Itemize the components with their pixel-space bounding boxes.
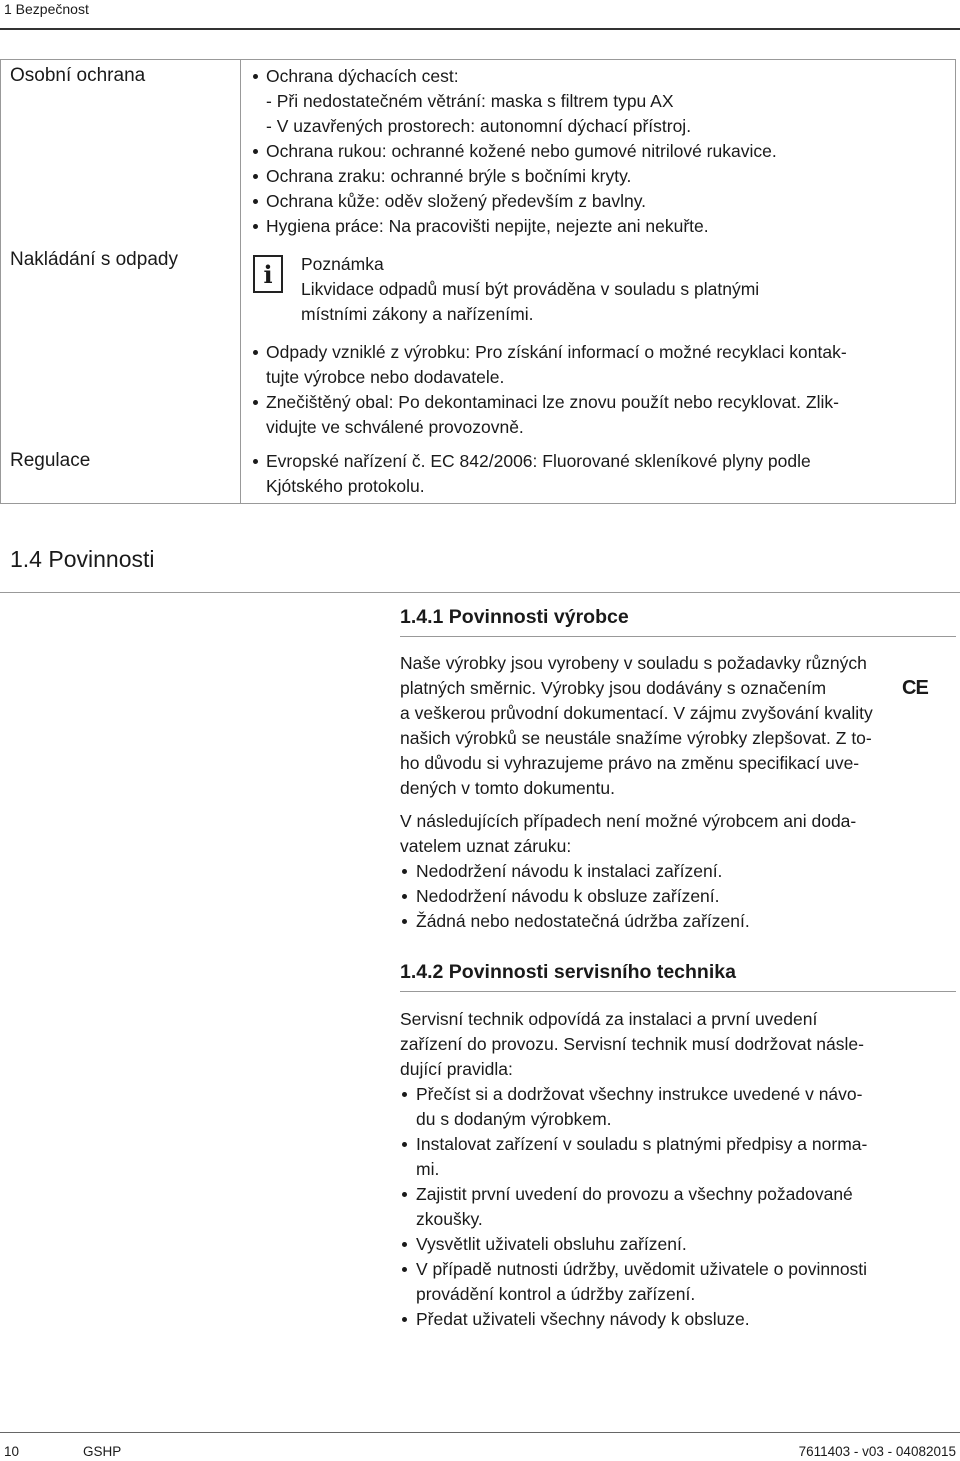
paragraph-line: a veškerou průvodní dokumentací. V zájmu zvyšování kvality	[400, 703, 873, 723]
paragraph-line: vatelem uznat záruku:	[400, 836, 572, 856]
paragraph-line: ho důvodu si vyhrazujeme právo na změnu specifikací uve-	[400, 753, 860, 773]
list-item: Zajistit první uvedení do provozu a všechny požadované	[416, 1184, 853, 1204]
table-column-divider	[240, 59, 241, 504]
list-item: du s dodaným výrobkem.	[416, 1109, 612, 1129]
row-label-osobni-ochrana: Osobní ochrana	[10, 65, 146, 86]
bullet-icon	[402, 919, 407, 924]
list-item: Nedodržení návodu k instalaci zařízení.	[416, 861, 723, 881]
bullet-icon	[253, 350, 258, 355]
bullet-icon	[253, 224, 258, 229]
list-item: Evropské nařízení č. EC 842/2006: Fluorované skleníkové plyny podle	[266, 451, 811, 471]
bullet-icon	[402, 1267, 407, 1272]
header-rule	[0, 28, 960, 30]
bullet-icon	[402, 1242, 407, 1247]
bullet-icon	[402, 869, 407, 874]
subsection-rule	[400, 636, 956, 637]
list-item: Kjótského protokolu.	[266, 476, 425, 496]
note-text: Likvidace odpadů musí být prováděna v souladu s platnými	[301, 279, 760, 299]
paragraph-line: V následujících případech není možné výrobcem ani doda-	[400, 811, 857, 831]
running-header: 1 Bezpečnost	[4, 1, 89, 17]
paragraph-line: platných směrnic. Výrobky jsou dodávány s označením	[400, 678, 827, 698]
list-item: Ochrana kůže: oděv složený především z bavlny.	[266, 191, 647, 211]
list-item: Nedodržení návodu k obsluze zařízení.	[416, 886, 720, 906]
bullet-icon	[253, 400, 258, 405]
document-id: 7611403 - v03 - 04082015	[798, 1444, 956, 1459]
list-item: Znečištěný obal: Po dekontaminaci lze znovu použít nebo recyklovat. Zlik-	[266, 392, 839, 412]
bullet-icon	[253, 74, 258, 79]
list-item: - V uzavřených prostorech: autonomní dýchací přístroj.	[266, 116, 692, 136]
section-rule	[0, 592, 960, 593]
bullet-icon	[402, 1192, 407, 1197]
paragraph-line: Naše výrobky jsou vyrobeny v souladu s požadavky různých	[400, 653, 867, 673]
list-item: zkoušky.	[416, 1209, 483, 1229]
row-label-nakladani-s-odpady: Nakládání s odpady	[10, 249, 178, 270]
page-number: 10	[4, 1444, 20, 1459]
row-label-regulace: Regulace	[10, 450, 91, 471]
paragraph-line: zařízení do provozu. Servisní technik musí dodržovat násle-	[400, 1034, 864, 1054]
paragraph-line: Servisní technik odpovídá za instalaci a první uvedení	[400, 1009, 818, 1029]
paragraph-line: našich výrobků se neustále snažíme výrobky zlepšovat. Z to-	[400, 728, 872, 748]
bullet-icon	[402, 1092, 407, 1097]
subsection-title-vyrobce: 1.4.1 Povinnosti výrobce	[400, 606, 629, 628]
paragraph-line: dených v tomto dokumentu.	[400, 778, 615, 798]
list-item: Ochrana dýchacích cest:	[266, 66, 459, 86]
list-item: - Při nedostatečném větrání: maska s filtrem typu AX	[266, 91, 674, 111]
list-item: Vysvětlit uživateli obsluhu zařízení.	[416, 1234, 687, 1254]
note-text: místními zákony a nařízeními.	[301, 304, 534, 324]
section-title: 1.4 Povinnosti	[10, 546, 155, 572]
bullet-icon	[253, 149, 258, 154]
bullet-icon	[253, 174, 258, 179]
list-item: Odpady vzniklé z výrobku: Pro získání informací o možné recyklaci kontak-	[266, 342, 847, 362]
info-icon: i	[253, 255, 283, 293]
list-item: provádění kontrol a údržby zařízení.	[416, 1284, 696, 1304]
bullet-icon	[402, 894, 407, 899]
list-item: Předat uživateli všechny návody k obsluze.	[416, 1309, 750, 1329]
list-item: vidujte ve schválené provozovně.	[266, 417, 524, 437]
footer-rule	[0, 1432, 960, 1433]
list-item: Ochrana rukou: ochranné kožené nebo gumové nitrilové rukavice.	[266, 141, 777, 161]
note-title: Poznámka	[301, 254, 384, 274]
list-item: Přečíst si a dodržovat všechny instrukce uvedené v návo-	[416, 1084, 863, 1104]
list-item: Žádná nebo nedostatečná údržba zařízení.	[416, 911, 750, 931]
list-item: tujte výrobce nebo dodavatele.	[266, 367, 505, 387]
paragraph-line: dující pravidla:	[400, 1059, 513, 1079]
ce-mark-icon: CE	[902, 677, 928, 699]
bullet-icon	[402, 1317, 407, 1322]
subsection-title-servisni-technik: 1.4.2 Povinnosti servisního technika	[400, 961, 736, 983]
product-name: GSHP	[83, 1444, 122, 1459]
list-item: mi.	[416, 1159, 440, 1179]
bullet-icon	[253, 459, 258, 464]
list-item: V případě nutnosti údržby, uvědomit uživatele o povinnosti	[416, 1259, 868, 1279]
list-item: Hygiena práce: Na pracovišti nepijte, nejezte ani nekuřte.	[266, 216, 709, 236]
bullet-icon	[402, 1142, 407, 1147]
bullet-icon	[253, 199, 258, 204]
list-item: Instalovat zařízení v souladu s platnými předpisy a norma-	[416, 1134, 868, 1154]
list-item: Ochrana zraku: ochranné brýle s bočními kryty.	[266, 166, 632, 186]
subsection-rule	[400, 991, 956, 992]
